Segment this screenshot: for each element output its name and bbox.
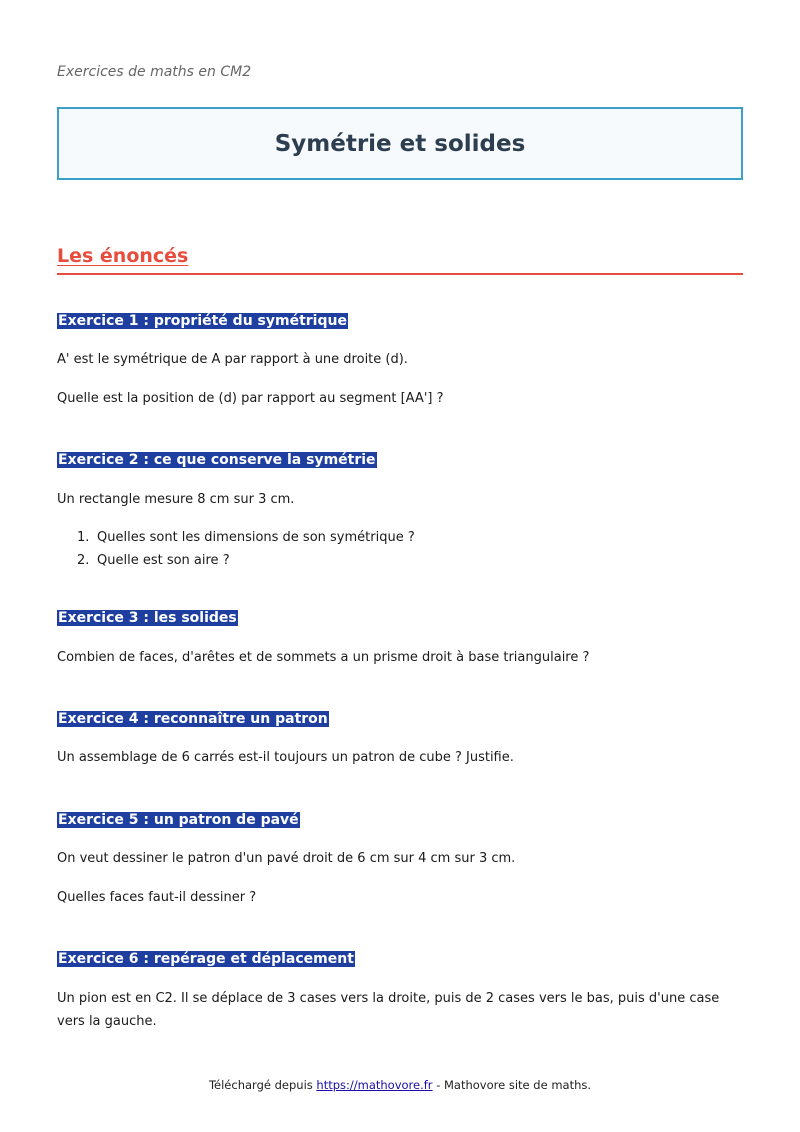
footer-prefix: Téléchargé depuis [208, 1078, 313, 1092]
list-text: Quelles sont les dimensions de son symétrique ? [97, 530, 415, 545]
exercise-2-list-item [77, 549, 230, 572]
list-text: Quelle est son aire ? [97, 553, 230, 568]
section-title: Les énoncés [57, 245, 743, 275]
exercise-3-heading: Exercice 3 : les solides [58, 610, 237, 626]
list-number: 2. [77, 553, 90, 568]
exercise-1-heading: Exercice 1 : propriété du symétrique [58, 313, 347, 329]
exercise-6-text-1: Un pion est en C2. Il se déplace de 3 cases vers la droite, puis de 2 cases vers le bas, puis d'une case vers la gauche. [57, 991, 720, 1029]
document-subtitle: Exercices de maths en CM2 [57, 64, 252, 80]
exercise-3-text-1: Combien de faces, d'arêtes et de sommets a un prisme droit à base triangulaire ? [57, 650, 590, 665]
exercise-2-heading: Exercice 2 : ce que conserve la symétrie [58, 452, 376, 468]
page-footer [0, 1078, 800, 1092]
exercise-5-text-1: On veut dessiner le patron d'un pavé droit de 6 cm sur 4 cm sur 3 cm. [57, 851, 516, 866]
exercise-1-text-1: A' est le symétrique de A par rapport à une droite (d). [57, 352, 408, 367]
exercise-4-text-1: Un assemblage de 6 carrés est-il toujours un patron de cube ? Justifie. [57, 750, 514, 765]
page-title: Symétrie et solides [274, 130, 526, 157]
exercise-1-text-2: Quelle est la position de (d) par rapport au segment [AA'] ? [57, 391, 444, 406]
footer-link[interactable]: https://mathovore.fr [316, 1078, 433, 1092]
exercise-2-text-1: Un rectangle mesure 8 cm sur 3 cm. [57, 492, 295, 507]
list-number: 1. [77, 530, 90, 545]
exercise-5-heading: Exercice 5 : un patron de pavé [58, 812, 299, 828]
exercise-4-heading: Exercice 4 : reconnaître un patron [58, 711, 328, 727]
footer-suffix: - Mathovore site de maths. [436, 1078, 592, 1092]
exercise-6-heading: Exercice 6 : repérage et déplacement [58, 951, 354, 967]
title-box [57, 107, 743, 180]
exercise-2-list-item [77, 526, 415, 549]
exercise-5-text-2: Quelles faces faut-il dessiner ? [57, 890, 257, 905]
